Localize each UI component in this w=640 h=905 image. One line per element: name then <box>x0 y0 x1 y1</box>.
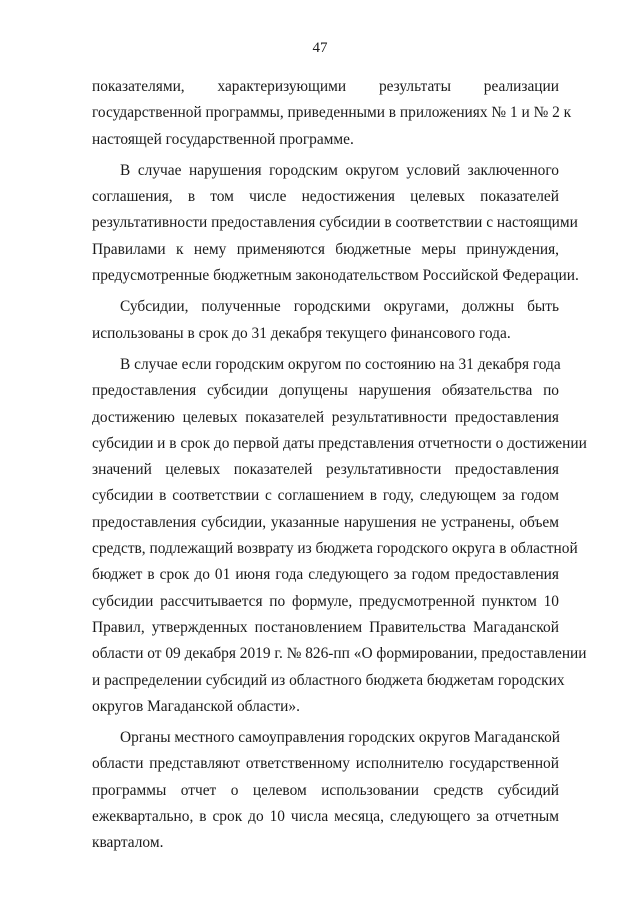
text-line: предоставления субсидии допущены нарушения обязательства по <box>92 382 559 400</box>
text-line: кварталом. <box>92 834 164 852</box>
page-number: 47 <box>312 40 328 56</box>
text-line: предоставления субсидии, указанные нарушения не устранены, объем <box>92 513 559 531</box>
text-line: субсидии рассчитывается по формуле, предусмотренной пунктом 10 <box>92 592 559 610</box>
text-line: Субсидии, полученные городскими округами, должны быть <box>120 298 559 316</box>
document-body <box>92 74 587 857</box>
text-line: средств, подлежащий возврату из бюджета городского округа в областной <box>92 540 578 558</box>
text-line: области представляют ответственному исполнителю государственной <box>92 755 559 773</box>
text-line: Правилами к нему применяются бюджетные меры принуждения, <box>92 240 559 258</box>
text-line: Органы местного самоуправления городских округов Магаданской <box>120 729 561 747</box>
text-line: В случае нарушения городским округом условий заключенного <box>120 161 559 179</box>
text-line: государственной программы, приведенными в приложениях № 1 и № 2 к <box>92 104 572 122</box>
text-line: настоящей государственной программе. <box>92 130 354 148</box>
text-line: бюджет в срок до 01 июня года следующего за годом предоставления <box>92 566 559 584</box>
text-line: достижению целевых показателей результативности предоставления <box>92 408 559 426</box>
text-line: субсидии в соответствии с соглашением в году, следующем за годом <box>92 487 559 505</box>
text-line: соглашения, в том числе недостижения целевых показателей <box>92 188 559 206</box>
text-line: использованы в срок до 31 декабря текущего финансового года. <box>92 324 511 342</box>
paragraph <box>92 294 559 347</box>
text-line: программы отчет о целевом использовании средств субсидий <box>92 781 559 799</box>
text-line: и распределении субсидий из областного бюджета бюджетам городских <box>92 671 565 689</box>
text-line: показателями, характеризующими результаты реализации <box>92 78 559 95</box>
text-line: В случае если городским округом по состоянию на 31 декабря года <box>120 355 561 373</box>
paragraph <box>92 352 587 720</box>
paragraph <box>92 74 572 153</box>
text-line: предусмотренные бюджетным законодательством Российской Федерации. <box>92 267 579 285</box>
text-line: результативности предоставления субсидии в соответствии с настоящими <box>92 214 578 232</box>
paragraph <box>92 158 579 289</box>
text-line: ежеквартально, в срок до 10 числа месяца, следующего за отчетным <box>92 808 559 826</box>
text-line: Правил, утвержденных постановлением Правительства Магаданской <box>92 618 559 636</box>
paragraph <box>92 725 559 856</box>
text-line: округов Магаданской области». <box>92 697 300 715</box>
text-line: субсидии и в срок до первой даты представления отчетности о достижении <box>92 434 587 452</box>
text-line: значений целевых показателей результативности предоставления <box>92 461 559 479</box>
text-line: области от 09 декабря 2019 г. № 826-пп «О формировании, предоставлении <box>92 645 587 663</box>
